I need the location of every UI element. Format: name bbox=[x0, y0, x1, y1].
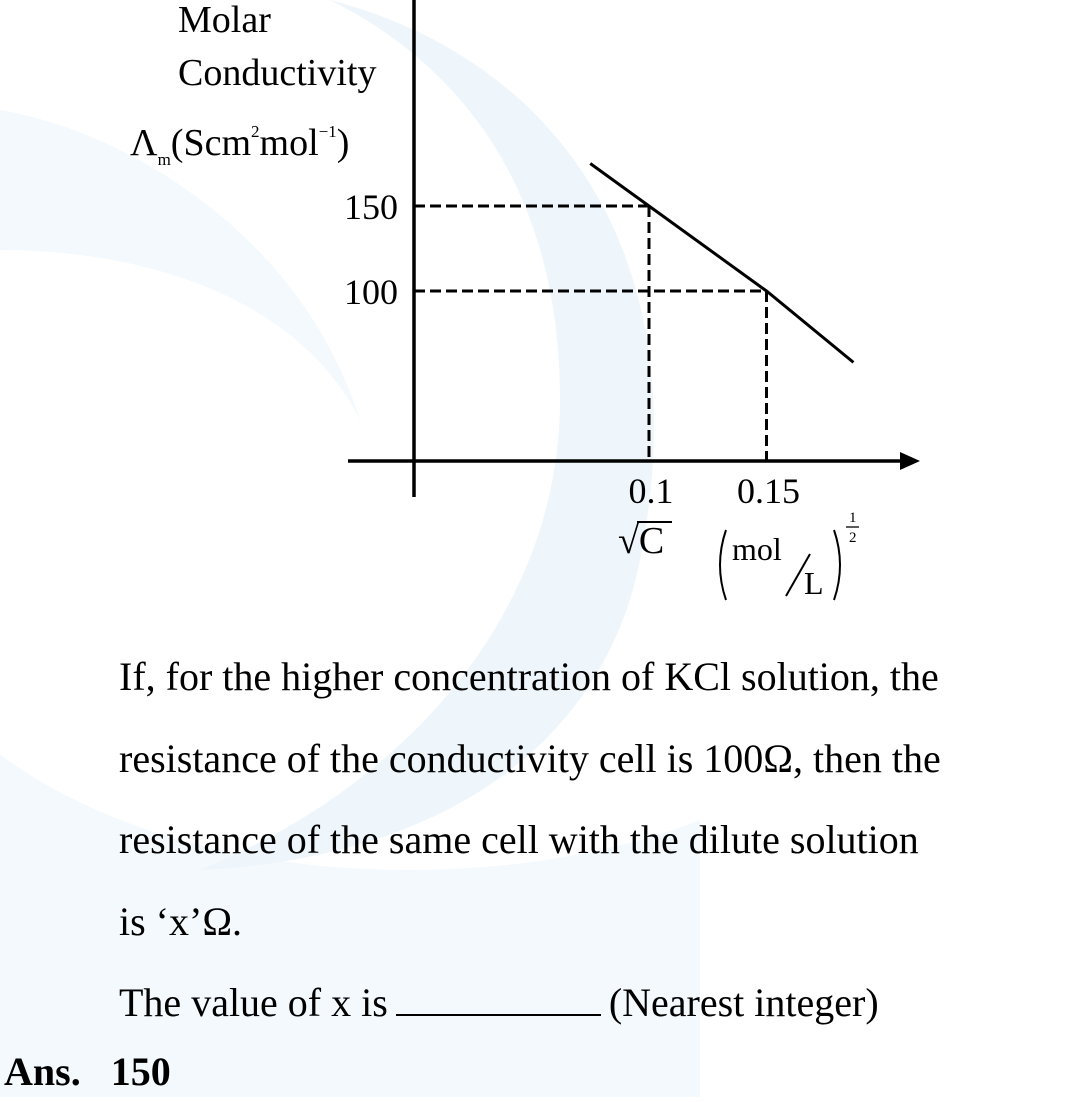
answer-label: Ans. bbox=[4, 1049, 81, 1094]
question-prompt: The value of x is bbox=[119, 980, 388, 1025]
exponent-denominator: 2 bbox=[849, 530, 857, 546]
question-line-2: resistance of the conductivity cell is 100Ω, then the bbox=[119, 735, 941, 781]
question-line-4: is ‘x’Ω. bbox=[119, 898, 243, 944]
exponent-numerator: 1 bbox=[849, 510, 857, 526]
x-axis-unit bbox=[720, 510, 859, 601]
x-tick-label-0.15: 0.15 bbox=[737, 471, 800, 511]
unit-right-paren bbox=[834, 530, 840, 600]
question-line-3: resistance of the same cell with the dilute solution bbox=[119, 817, 919, 862]
question-hint: (Nearest integer) bbox=[608, 980, 879, 1025]
unit-close: ) bbox=[336, 122, 350, 164]
question-line-5 bbox=[119, 962, 1035, 1044]
y-tick-label-100: 100 bbox=[344, 272, 398, 312]
x-axis-arrowhead bbox=[900, 452, 920, 470]
unit-sup-2: −1 bbox=[318, 122, 337, 141]
series-line-0 bbox=[590, 164, 853, 363]
answer-value: 150 bbox=[110, 1049, 171, 1094]
y-axis-label-line3 bbox=[130, 122, 349, 169]
x-tick-label-0.1: 0.1 bbox=[628, 471, 674, 511]
y-axis-label-line2: Conductivity bbox=[178, 52, 377, 94]
question-text bbox=[119, 636, 1035, 1044]
y-axis-label-line1: Molar bbox=[178, 0, 271, 41]
unit-open: (Scm bbox=[170, 122, 252, 164]
y-tick-label-150: 150 bbox=[344, 187, 398, 227]
unit-denominator: L bbox=[804, 565, 824, 601]
unit-mid: mol bbox=[259, 122, 319, 164]
answer bbox=[4, 1042, 171, 1102]
question-line-1: If, for the higher concentration of KCl solution, the bbox=[119, 654, 939, 699]
unit-sup-1: 2 bbox=[251, 122, 260, 141]
unit-left-paren bbox=[720, 530, 726, 600]
x-axis-label: √C bbox=[618, 520, 665, 562]
lambda-symbol: Λ bbox=[130, 122, 158, 164]
lambda-subscript: m bbox=[157, 150, 171, 169]
unit-numerator: mol bbox=[732, 531, 782, 567]
data-series bbox=[590, 164, 853, 363]
answer-blank[interactable] bbox=[396, 1014, 601, 1016]
guide-lines bbox=[414, 206, 767, 461]
